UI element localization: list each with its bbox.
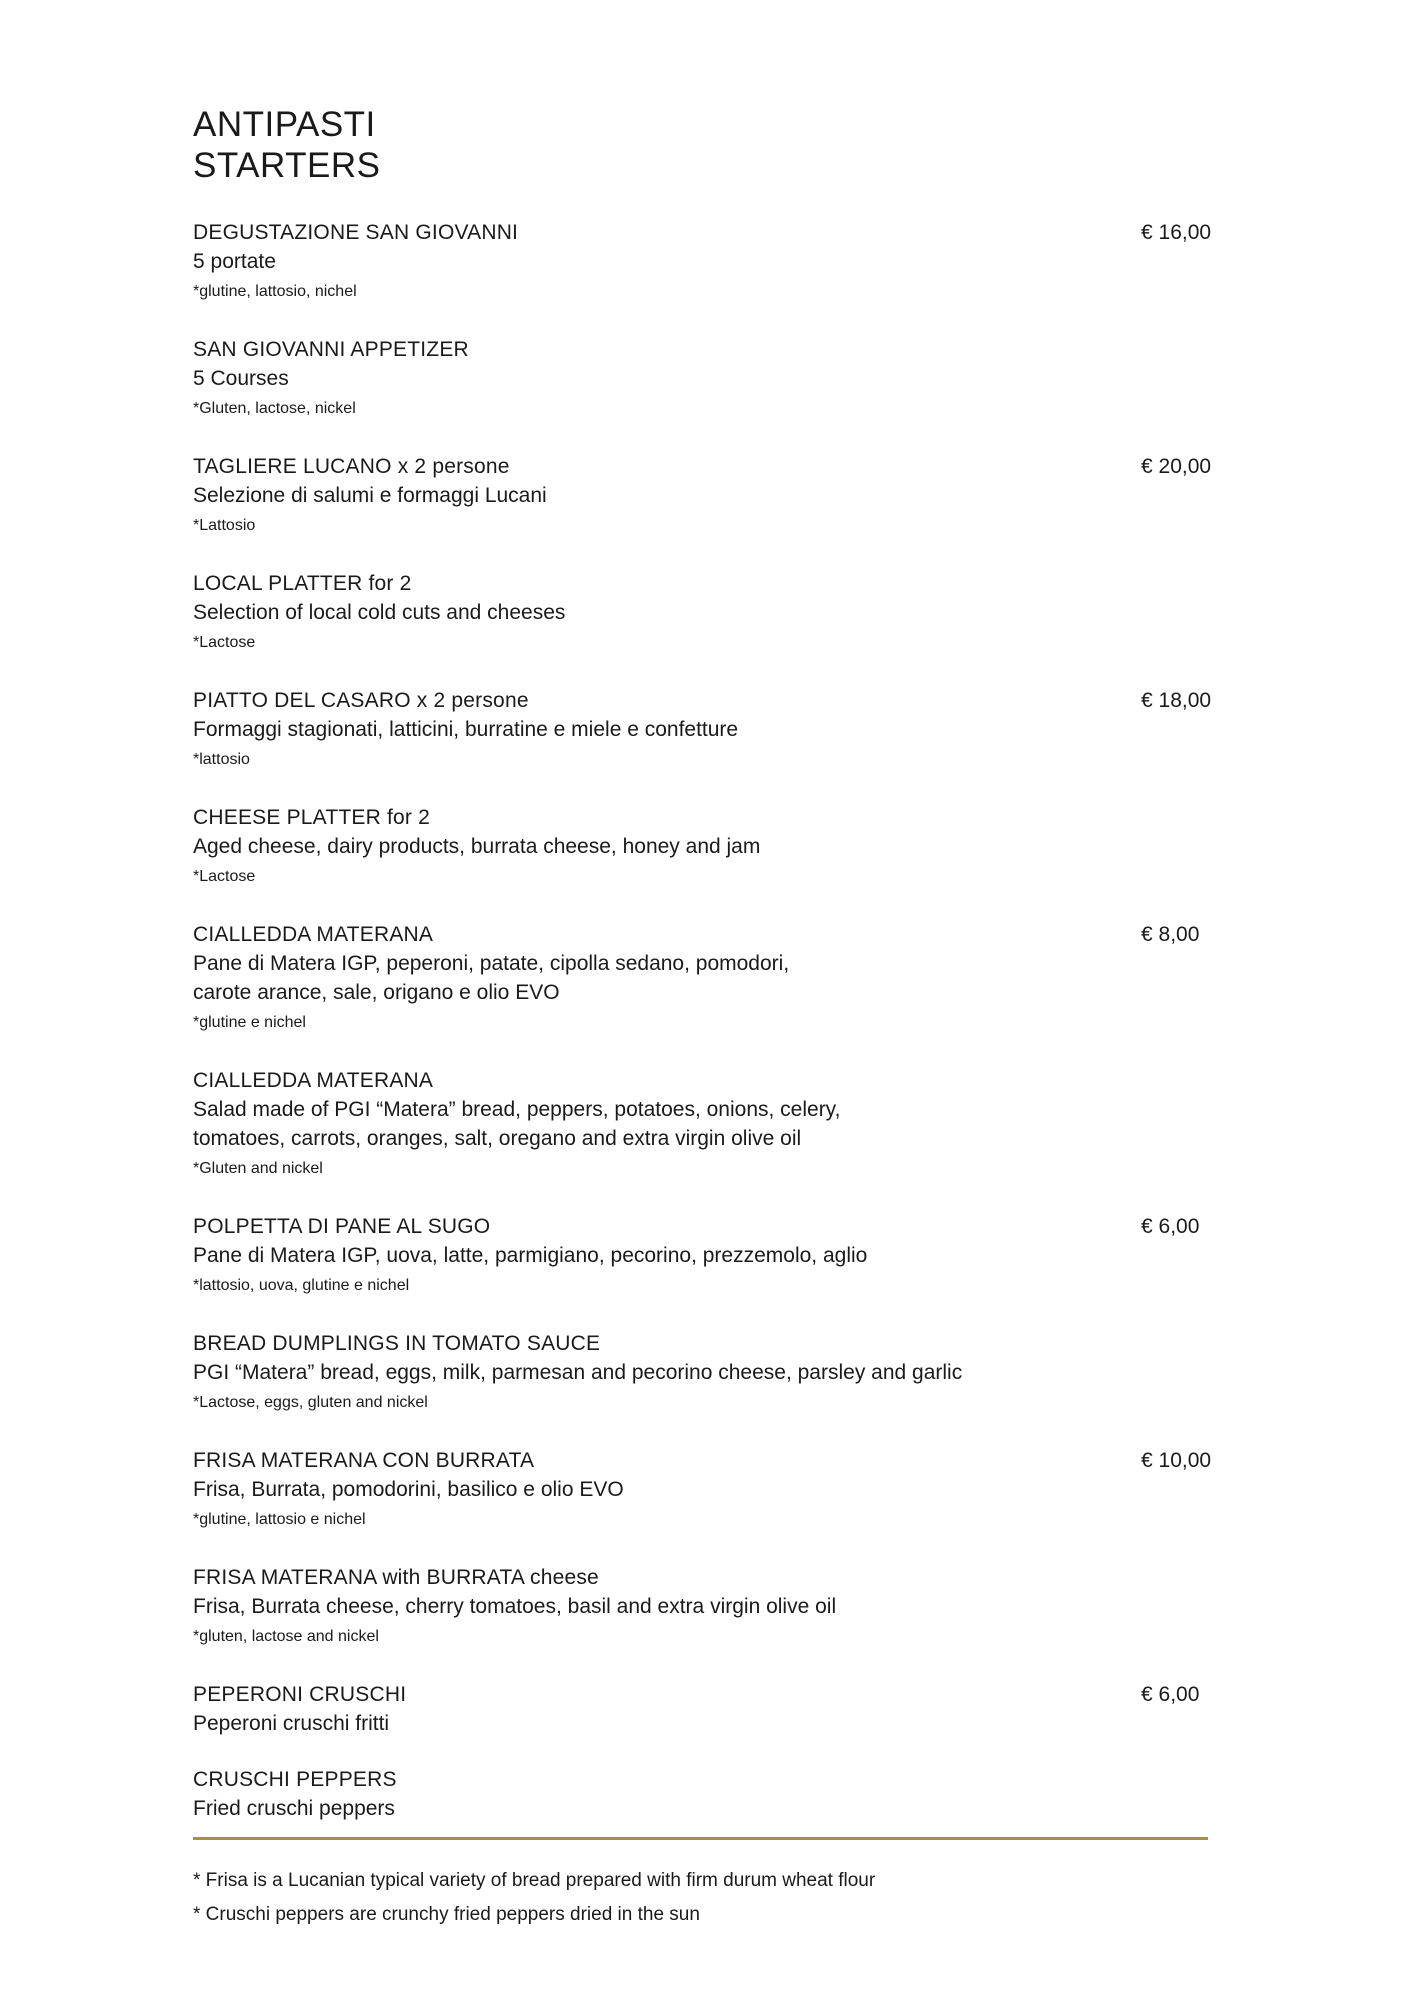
menu-item-description: Fried cruschi peppers [193,1797,395,1820]
menu-item [193,569,1223,656]
menu-item [193,1446,1223,1533]
menu-item-description: Salad made of PGI “Matera” bread, peppers, potatoes, onions, celery, [193,1098,841,1121]
menu-item-allergens: *Gluten, lactose, nickel [193,400,356,417]
menu-item-allergens: *Lattosio [193,517,256,534]
section-title [193,104,1223,186]
menu-item-name: CIALLEDDA MATERANA [193,923,434,946]
menu-item-description: Aged cheese, dairy products, burrata cheese, honey and jam [193,835,761,858]
menu-item-description: Frisa, Burrata, pomodorini, basilico e olio EVO [193,1478,624,1501]
menu-page [193,104,1223,1850]
menu-item-allergens: *gluten, lactose and nickel [193,1628,379,1645]
menu-item-allergens: *glutine e nichel [193,1014,306,1031]
menu-item-price: € 16,00 [1141,221,1212,244]
menu-item-allergens: *lattosio, uova, glutine e nichel [193,1277,410,1294]
menu-item-allergens: *Gluten and nickel [193,1160,323,1177]
menu-item-description: Selection of local cold cuts and cheeses [193,601,566,624]
menu-item-description: carote arance, sale, origano e olio EVO [193,981,560,1004]
menu-item-description: Selezione di salumi e formaggi Lucani [193,484,547,507]
menu-item [193,452,1223,539]
section-title-italian: ANTIPASTI [193,105,376,144]
menu-item-description: Pane di Matera IGP, peperoni, patate, cipolla sedano, pomodori, [193,952,790,975]
menu-item-name: LOCAL PLATTER for 2 [193,572,412,595]
footnote-cruschi: * Cruschi peppers are crunchy fried peppers dried in the sun [193,1904,700,1925]
menu-item-allergens: *Lactose [193,868,256,885]
menu-item-name: CHEESE PLATTER for 2 [193,806,431,829]
menu-item-name: FRISA MATERANA with BURRATA cheese [193,1566,599,1589]
menu-item [193,335,1223,422]
menu-item-description: Pane di Matera IGP, uova, latte, parmigiano, pecorino, prezzemolo, aglio [193,1244,868,1267]
menu-item-description: Formaggi stagionati, latticini, burratine e miele e confetture [193,718,739,741]
menu-item [193,1066,1223,1182]
menu-item-price: € 20,00 [1141,455,1212,478]
menu-item-description: tomatoes, carrots, oranges, salt, oregano and extra virgin olive oil [193,1127,802,1150]
footnote-frisa: * Frisa is a Lucanian typical variety of bread prepared with firm durum wheat flour [193,1870,876,1891]
menu-item-name: PIATTO DEL CASARO x 2 persone [193,689,529,712]
menu-item-description: PGI “Matera” bread, eggs, milk, parmesan and pecorino cheese, parsley and garlic [193,1361,963,1384]
menu-item [193,1765,1223,1823]
footnotes [193,1864,1208,1932]
menu-item-description: Peperoni cruschi fritti [193,1712,390,1735]
menu-item-price: € 8,00 [1141,923,1200,946]
menu-item-allergens: *Lactose, eggs, gluten and nickel [193,1394,428,1411]
menu-item-name: POLPETTA DI PANE AL SUGO [193,1215,491,1238]
menu-item-description: 5 Courses [193,367,289,390]
menu-item [193,218,1223,305]
menu-item-name: DEGUSTAZIONE SAN GIOVANNI [193,221,519,244]
section-title-english: STARTERS [193,146,381,185]
menu-item-name: SAN GIOVANNI APPETIZER [193,338,469,361]
menu-item-allergens: *Lactose [193,634,256,651]
menu-item-name: CRUSCHI PEPPERS [193,1768,397,1791]
menu-item-name: BREAD DUMPLINGS IN TOMATO SAUCE [193,1332,601,1355]
menu-item [193,1680,1223,1738]
menu-item-price: € 10,00 [1141,1449,1212,1472]
menu-item-name: PEPERONI CRUSCHI [193,1683,407,1706]
menu-item [193,686,1223,773]
menu-item-allergens: *glutine, lattosio e nichel [193,1511,366,1528]
menu-item-price: € 18,00 [1141,689,1212,712]
menu-item-description: 5 portate [193,250,276,273]
gold-divider [193,1837,1208,1840]
menu-item [193,1329,1223,1416]
menu-item [193,920,1223,1036]
menu-item-price: € 6,00 [1141,1683,1200,1706]
menu-item [193,1212,1223,1299]
menu-item-allergens: *glutine, lattosio, nichel [193,283,357,300]
menu-item-price: € 6,00 [1141,1215,1200,1238]
menu-item [193,1563,1223,1650]
menu-item-description: Frisa, Burrata cheese, cherry tomatoes, basil and extra virgin olive oil [193,1595,837,1618]
menu-item [193,803,1223,890]
menu-item-allergens: *lattosio [193,751,250,768]
menu-item-name: FRISA MATERANA CON BURRATA [193,1449,535,1472]
menu-item-name: CIALLEDDA MATERANA [193,1069,434,1092]
menu-item-name: TAGLIERE LUCANO x 2 persone [193,455,510,478]
menu-items-list [193,218,1223,1823]
